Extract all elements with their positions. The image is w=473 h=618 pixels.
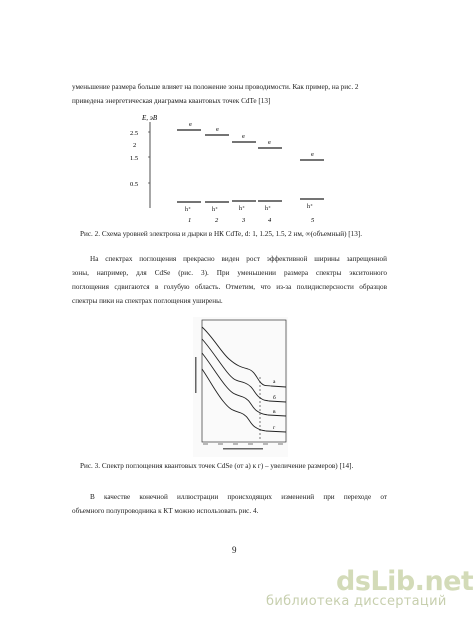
h-label-1: h⁺ [185, 207, 192, 213]
x-axis-label-smudge [223, 448, 263, 450]
sample-number-2: 2 [215, 217, 219, 224]
h-label-4: h⁺ [265, 206, 272, 212]
absorption-spectra-figure [193, 317, 288, 457]
paragraph-1-line-1: уменьшение размера больше влияет на положение зоны проводимости. Как пример, на рис. 2 [72, 83, 359, 91]
e-label-3: e [242, 133, 245, 140]
sample-number-1: 1 [188, 217, 192, 224]
watermark-tagline: библиотека диссертаций [266, 594, 447, 609]
curve-label-c: в [273, 409, 276, 415]
curve-label-b: б [273, 395, 276, 401]
figure-2-caption: Рис. 2. Схема уровней электрона и дырки в НК CdTe, d: 1, 1.25, 1.5, 2 нм, ∞(объемный) [13]. [80, 230, 363, 238]
curve-label-a: а [273, 379, 276, 385]
paragraph-3-line-2: объемного полупроводника к КТ можно использовать рис. 4. [72, 507, 259, 515]
e-label-2: e [216, 126, 219, 133]
e-label-4: e [268, 139, 271, 146]
h-label-2: h⁺ [212, 207, 219, 213]
energy-axis-label: E, эВ [142, 114, 158, 122]
paragraph-2-line-1: На спектрах поглощения прекрасно виден рост эффективной ширины запрещенной [90, 255, 387, 263]
sample-number-4: 4 [268, 217, 272, 224]
sample-number-3: 3 [242, 217, 246, 224]
paragraph-2-line-3: поглощения сдвигаются в голубую область. Отметим, что из-за полидисперсности образцов [72, 283, 387, 291]
energy-level-diagram [130, 108, 330, 226]
e-label-1: e [189, 121, 192, 128]
watermark-site: dsLib.net [336, 566, 473, 597]
h-label-3: h⁺ [239, 206, 246, 212]
paragraph-2-line-4: спектры пики на спектрах поглощения уширены. [72, 297, 223, 305]
tick-1-5: 1.5 [130, 155, 139, 162]
paragraph-3-line-1: В качестве конечной иллюстрации происходящих изменений при переходе от [90, 493, 387, 501]
sample-number-5: 5 [311, 217, 315, 224]
y-axis-label-smudge [195, 357, 197, 393]
tick-2-5: 2.5 [130, 130, 139, 137]
h-label-5: h⁺ [307, 204, 314, 210]
tick-0-5: 0.5 [130, 181, 139, 188]
paragraph-1-line-2: приведена энергетическая диаграмма квантовых точек CdTe [13] [72, 97, 271, 105]
curve-label-d: г [273, 425, 276, 431]
page-number: 9 [232, 545, 237, 555]
e-label-5: e [311, 151, 314, 158]
paragraph-2-line-2: зоны, например, для CdSe (рис. 3). При уменьшении размера спектры экситонного [72, 269, 387, 277]
figure-3-caption: Рис. 3. Спектр поглощения квантовых точек CdSe (от а) к г) – увеличение размеров) [14]. [80, 462, 354, 470]
tick-2: 2 [133, 142, 137, 149]
